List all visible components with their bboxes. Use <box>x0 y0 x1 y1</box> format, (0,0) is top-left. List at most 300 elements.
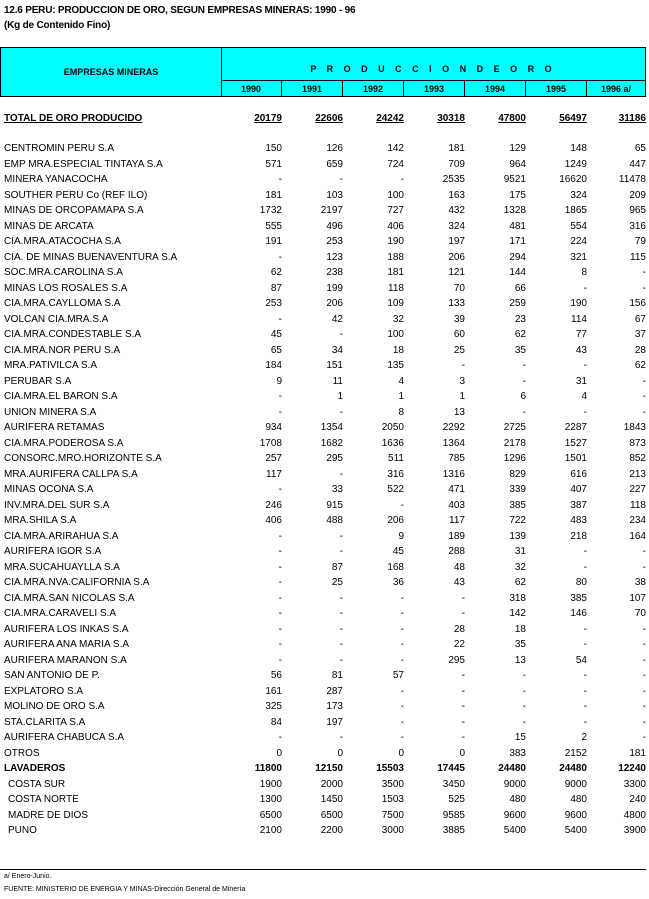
table-row <box>0 499 649 515</box>
total-value: 47800 <box>498 113 526 124</box>
row-value: 1527 <box>564 437 587 449</box>
row-value: 325 <box>265 701 282 712</box>
row-label: MRA.SHILA S.A <box>4 515 77 526</box>
row-value: 48 <box>453 561 465 573</box>
row-value: 15503 <box>376 763 404 774</box>
row-value: 9000 <box>564 778 587 790</box>
row-value: 1682 <box>320 437 343 449</box>
table-row <box>0 685 649 701</box>
row-label: MINAS DE ARCATA <box>4 220 94 232</box>
row-value: 28 <box>453 623 465 635</box>
row-label: STA.CLARITA S.A <box>4 716 86 728</box>
row-value: 432 <box>448 205 465 216</box>
table-row <box>0 297 649 313</box>
row-value: 35 <box>514 639 526 650</box>
row-value: - <box>583 546 587 557</box>
row-label: CIA.MRA.EL BARON S.A <box>4 391 118 402</box>
row-value: 123 <box>326 251 343 263</box>
row-value: 1636 <box>381 437 404 449</box>
total-value: 30318 <box>437 113 465 124</box>
row-value: 6500 <box>320 809 343 821</box>
table-row <box>0 576 649 592</box>
table-row <box>0 421 649 437</box>
row-value: - <box>400 732 404 743</box>
row-value: - <box>400 608 404 619</box>
row-label: AURIFERA MARANON S.A <box>4 654 127 666</box>
row-value: 9 <box>276 375 282 387</box>
row-value: - <box>278 546 282 557</box>
row-value: 22 <box>453 639 465 650</box>
row-value: - <box>400 654 404 666</box>
row-value: 406 <box>387 220 404 232</box>
source-note: FUENTE: MINISTERIO DE ENERGIA Y MINAS-Dirección General de Minería <box>4 886 246 893</box>
row-value: 2178 <box>503 437 526 449</box>
row-value: - <box>278 251 282 263</box>
row-value: 107 <box>629 592 646 604</box>
row-value: 1 <box>337 391 343 402</box>
row-value: 785 <box>448 453 465 464</box>
row-value: 206 <box>448 251 465 263</box>
row-value: 133 <box>448 298 465 309</box>
row-value: 9521 <box>503 174 526 185</box>
row-value: 6500 <box>259 809 282 821</box>
row-value: - <box>339 406 343 418</box>
table-row <box>0 747 649 763</box>
row-value: 206 <box>326 298 343 309</box>
total-row <box>0 112 649 128</box>
row-value: 12150 <box>315 763 343 774</box>
row-value: 135 <box>387 360 404 371</box>
total-value: 22606 <box>315 113 343 124</box>
row-label: MINERA YANACOCHA <box>4 174 108 185</box>
row-value: 24480 <box>498 763 526 774</box>
row-value: 1 <box>459 391 465 402</box>
row-value: 24480 <box>559 763 587 774</box>
company-rows <box>0 142 649 840</box>
row-value: 295 <box>326 453 343 464</box>
row-value: 496 <box>326 220 343 232</box>
row-value: - <box>400 685 404 697</box>
row-value: 4800 <box>623 809 646 821</box>
row-value: 829 <box>509 468 526 480</box>
row-value: - <box>642 670 646 681</box>
row-value: 2152 <box>564 747 587 759</box>
total-value: 20179 <box>254 113 282 124</box>
row-value: 1354 <box>320 422 343 433</box>
row-value: 1364 <box>442 437 465 449</box>
table-row <box>0 607 649 623</box>
row-value: 873 <box>629 437 646 449</box>
total-value: 56497 <box>559 113 587 124</box>
row-value: - <box>642 623 646 635</box>
row-value: 70 <box>453 282 465 294</box>
row-value: - <box>400 499 404 511</box>
row-value: 28 <box>634 344 646 356</box>
row-value: - <box>339 639 343 650</box>
row-value: 1503 <box>381 794 404 805</box>
table-row <box>0 669 649 685</box>
row-value: 407 <box>570 484 587 495</box>
row-value: 525 <box>448 794 465 805</box>
row-value: 56 <box>270 670 282 681</box>
table-row <box>0 731 649 747</box>
row-value: 144 <box>509 267 526 278</box>
row-value: 1328 <box>503 205 526 216</box>
title-line-1: 12.6 PERU: PRODUCCION DE ORO, SEGUN EMPRESAS MINERAS: 1990 - 96 <box>4 5 356 16</box>
row-value: - <box>642 701 646 712</box>
header-years <box>221 81 645 96</box>
row-value: 934 <box>265 422 282 433</box>
row-value: 511 <box>388 453 404 464</box>
total-label: TOTAL DE ORO PRODUCIDO <box>4 113 143 124</box>
row-value: 4 <box>581 391 587 402</box>
row-value: - <box>339 654 343 666</box>
row-value: 181 <box>629 747 646 759</box>
row-value: 2287 <box>564 422 587 433</box>
header-produccion: P R O D U C C I O N D E O R O <box>221 48 645 81</box>
row-value: 139 <box>509 530 526 542</box>
row-value: 43 <box>575 344 587 356</box>
table-row <box>0 235 649 251</box>
row-value: 142 <box>387 143 404 154</box>
table-row <box>0 561 649 577</box>
row-label: MRA.SUCAHUAYLLA S.A <box>4 561 120 573</box>
row-value: - <box>522 360 526 371</box>
row-value: 1843 <box>623 422 646 433</box>
row-value: - <box>278 313 282 325</box>
row-value: 727 <box>387 205 404 216</box>
row-value: 199 <box>326 282 343 294</box>
row-value: - <box>583 701 587 712</box>
footnote: a/ Enero-Junio. <box>4 873 52 880</box>
row-value: 33 <box>331 484 343 495</box>
row-value: - <box>461 608 465 619</box>
row-value: - <box>522 716 526 728</box>
row-label: AURIFERA IGOR S.A <box>4 546 102 557</box>
row-value: 1316 <box>442 468 465 480</box>
row-value: 80 <box>575 577 587 588</box>
row-value: - <box>583 670 587 681</box>
row-value: 0 <box>459 747 465 759</box>
row-value: - <box>642 639 646 650</box>
row-value: 253 <box>326 236 343 247</box>
row-value: 8 <box>581 267 587 278</box>
row-label: LAVADEROS <box>4 763 66 774</box>
table-row <box>0 359 649 375</box>
row-value: 150 <box>265 143 282 154</box>
header-year: 1992 <box>343 81 404 96</box>
row-value: 54 <box>575 654 587 666</box>
row-value: - <box>522 670 526 681</box>
row-value: 39 <box>453 313 465 325</box>
row-value: 36 <box>392 577 404 588</box>
row-label: OTROS <box>4 747 40 759</box>
row-value: 0 <box>276 747 282 759</box>
row-value: 287 <box>326 685 343 697</box>
row-value: 224 <box>570 236 587 247</box>
row-value: - <box>583 639 587 650</box>
row-value: 2200 <box>320 825 343 836</box>
row-value: 37 <box>634 329 646 340</box>
header-year: 1996 a/ <box>600 83 632 94</box>
row-value: 57 <box>392 670 404 681</box>
row-value: 31 <box>575 375 587 387</box>
row-value: - <box>522 406 526 418</box>
table-row <box>0 173 649 189</box>
row-value: 3000 <box>381 825 404 836</box>
row-value: 12240 <box>618 763 646 774</box>
table-row <box>0 700 649 716</box>
row-value: 117 <box>449 515 465 526</box>
row-value: 11 <box>332 375 343 387</box>
row-value: 483 <box>570 515 587 526</box>
row-value: 1501 <box>564 453 587 464</box>
row-label: EXPLATORO S.A <box>4 685 84 697</box>
row-value: 31 <box>514 546 526 557</box>
table-row <box>0 483 649 499</box>
table-row <box>0 344 649 360</box>
row-value: 62 <box>634 360 646 371</box>
row-value: 103 <box>326 189 343 201</box>
row-value: 87 <box>270 282 282 294</box>
row-value: - <box>461 670 465 681</box>
table-row <box>0 778 649 794</box>
header-year: 1995 <box>526 81 587 96</box>
row-value: 62 <box>270 267 282 278</box>
header-year: 1991 <box>282 81 343 96</box>
row-value: 3900 <box>623 825 646 836</box>
row-value: 2197 <box>320 205 343 216</box>
row-value: 16620 <box>559 174 587 185</box>
row-value: 146 <box>570 608 587 619</box>
row-value: 3885 <box>442 825 465 836</box>
row-value: 197 <box>326 716 343 728</box>
table-row <box>0 189 649 205</box>
row-value: 227 <box>629 484 646 495</box>
row-value: 480 <box>570 794 587 805</box>
row-value: 481 <box>509 220 526 232</box>
table-row <box>0 530 649 546</box>
row-value: 238 <box>326 267 343 278</box>
row-value: 156 <box>629 298 646 309</box>
row-value: 1300 <box>259 794 282 805</box>
row-value: 324 <box>570 189 587 201</box>
row-value: 148 <box>570 143 587 154</box>
row-value: 9600 <box>564 809 587 821</box>
row-value: - <box>583 623 587 635</box>
row-value: 1450 <box>320 794 343 805</box>
row-value: - <box>278 577 282 588</box>
row-value: - <box>583 282 587 294</box>
row-value: 234 <box>629 515 646 526</box>
row-value: 190 <box>387 236 404 247</box>
row-value: 87 <box>331 561 343 573</box>
row-label: COSTA SUR <box>8 778 66 790</box>
row-value: 81 <box>331 670 343 681</box>
row-value: 288 <box>448 546 465 557</box>
row-value: - <box>461 732 465 743</box>
row-value: 206 <box>387 515 404 526</box>
row-value: 385 <box>509 499 526 511</box>
row-label: CIA.MRA.CONDESTABLE S.A <box>4 329 142 340</box>
row-value: 168 <box>387 561 404 573</box>
row-value: 259 <box>509 298 526 309</box>
row-value: 218 <box>570 530 587 542</box>
row-value: 84 <box>270 716 282 728</box>
row-value: 118 <box>388 282 404 294</box>
table-row <box>0 809 649 825</box>
table-row <box>0 716 649 732</box>
header-year: 1993 <box>404 81 465 96</box>
row-value: 118 <box>630 499 646 511</box>
bottom-rule <box>0 869 646 870</box>
row-value: 109 <box>387 298 404 309</box>
row-label: SOUTHER PERU Co (REF ILO) <box>4 189 148 201</box>
row-value: 100 <box>387 189 404 201</box>
row-value: - <box>642 406 646 418</box>
row-value: 191 <box>265 236 282 247</box>
table-row <box>0 390 649 406</box>
table-row <box>0 545 649 561</box>
row-value: - <box>642 546 646 557</box>
row-value: - <box>400 701 404 712</box>
row-value: 25 <box>331 577 343 588</box>
row-label: CIA.MRA.SAN NICOLAS S.A <box>4 592 135 604</box>
row-value: 318 <box>509 592 526 604</box>
row-value: 3500 <box>381 778 404 790</box>
row-value: 3 <box>459 375 465 387</box>
row-value: 324 <box>448 220 465 232</box>
row-label: MINAS OCONA S.A <box>4 484 94 495</box>
row-value: 480 <box>509 794 526 805</box>
row-value: 151 <box>326 360 343 371</box>
row-label: UNION MINERA S.A <box>4 406 97 418</box>
row-value: 5400 <box>564 825 587 836</box>
row-label: AURIFERA RETAMAS <box>4 422 105 433</box>
row-value: - <box>339 732 343 743</box>
row-value: 253 <box>265 298 282 309</box>
row-value: - <box>642 685 646 697</box>
row-value: 65 <box>634 143 646 154</box>
row-value: 522 <box>387 484 404 495</box>
row-value: 0 <box>337 747 343 759</box>
row-label: CONSORC.MRO.HORIZONTE S.A <box>4 453 162 464</box>
total-value: 31186 <box>618 113 646 124</box>
row-label: CIA.MRA.PODEROSA S.A <box>4 437 124 449</box>
row-value: 1708 <box>259 437 282 449</box>
row-value: 964 <box>509 158 526 170</box>
row-value: - <box>278 406 282 418</box>
row-value: 129 <box>509 143 526 154</box>
row-value: - <box>642 391 646 402</box>
row-value: 471 <box>448 484 465 495</box>
row-value: 709 <box>448 158 465 170</box>
row-label: MINAS DE ORCOPAMAPA S.A <box>4 205 144 216</box>
row-value: 257 <box>265 453 282 464</box>
row-value: 67 <box>634 313 646 325</box>
row-value: 488 <box>326 515 343 526</box>
row-value: 1732 <box>259 205 282 216</box>
row-value: 45 <box>392 546 404 557</box>
row-value: 2292 <box>442 422 465 433</box>
header-empresas: EMPRESAS MINERAS <box>1 48 222 96</box>
row-value: - <box>583 685 587 697</box>
row-value: - <box>339 608 343 619</box>
table-header <box>0 47 646 97</box>
row-value: 6 <box>520 391 526 402</box>
row-label: MINAS LOS ROSALES S.A <box>4 282 128 294</box>
row-value: - <box>642 732 646 743</box>
row-value: 915 <box>326 499 343 511</box>
title-line-2: (Kg de Contenido Fino) <box>4 20 111 31</box>
row-value: - <box>339 174 343 185</box>
row-value: 294 <box>509 251 526 263</box>
row-label: CIA. DE MINAS BUENAVENTURA S.A <box>4 251 178 263</box>
row-label: MADRE DE DIOS <box>8 809 89 821</box>
row-value: 722 <box>509 515 526 526</box>
row-value: 1249 <box>564 158 587 170</box>
row-value: 3450 <box>442 778 465 790</box>
row-value: 2535 <box>442 174 465 185</box>
row-value: 3300 <box>623 778 646 790</box>
row-value: 406 <box>265 515 282 526</box>
row-value: 114 <box>571 313 587 325</box>
row-value: 23 <box>514 313 526 325</box>
row-value: 184 <box>265 360 282 371</box>
row-value: - <box>583 716 587 728</box>
row-label: MRA.PATIVILCA S.A <box>4 360 97 371</box>
table-row <box>0 142 649 158</box>
row-value: 121 <box>448 267 465 278</box>
row-value: 571 <box>265 158 282 170</box>
row-value: 11800 <box>254 763 282 774</box>
row-value: 79 <box>634 236 646 247</box>
row-value: 1900 <box>259 778 282 790</box>
row-label: CIA.MRA.ARIRAHUA S.A <box>4 530 119 542</box>
row-value: 240 <box>629 794 646 805</box>
row-value: 7500 <box>381 809 404 821</box>
row-value: 45 <box>270 329 282 340</box>
row-label: PERUBAR S.A <box>4 375 72 387</box>
row-value: 316 <box>629 220 646 232</box>
table-row <box>0 437 649 453</box>
table-row <box>0 375 649 391</box>
row-value: 0 <box>398 747 404 759</box>
row-value: - <box>522 685 526 697</box>
row-value: - <box>278 530 282 542</box>
row-value: 142 <box>509 608 526 619</box>
row-value: 4 <box>398 375 404 387</box>
row-label: CIA.MRA.ATACOCHA S.A <box>4 236 121 247</box>
table-row <box>0 762 649 778</box>
row-value: 403 <box>448 499 465 511</box>
row-value: 126 <box>326 143 343 154</box>
row-label: EMP MRA.ESPECIAL TINTAYA S.A <box>4 158 163 170</box>
row-value: 70 <box>634 608 646 619</box>
table-row <box>0 204 649 220</box>
row-value: - <box>642 716 646 728</box>
row-value: 189 <box>448 530 465 542</box>
header-year: 1990 <box>221 81 282 96</box>
row-value: 1296 <box>503 453 526 464</box>
row-value: - <box>339 592 343 604</box>
row-value: - <box>642 561 646 573</box>
row-value: - <box>642 375 646 387</box>
row-value: 213 <box>629 468 646 480</box>
row-value: - <box>278 732 282 743</box>
row-value: 387 <box>570 499 587 511</box>
row-value: - <box>461 360 465 371</box>
